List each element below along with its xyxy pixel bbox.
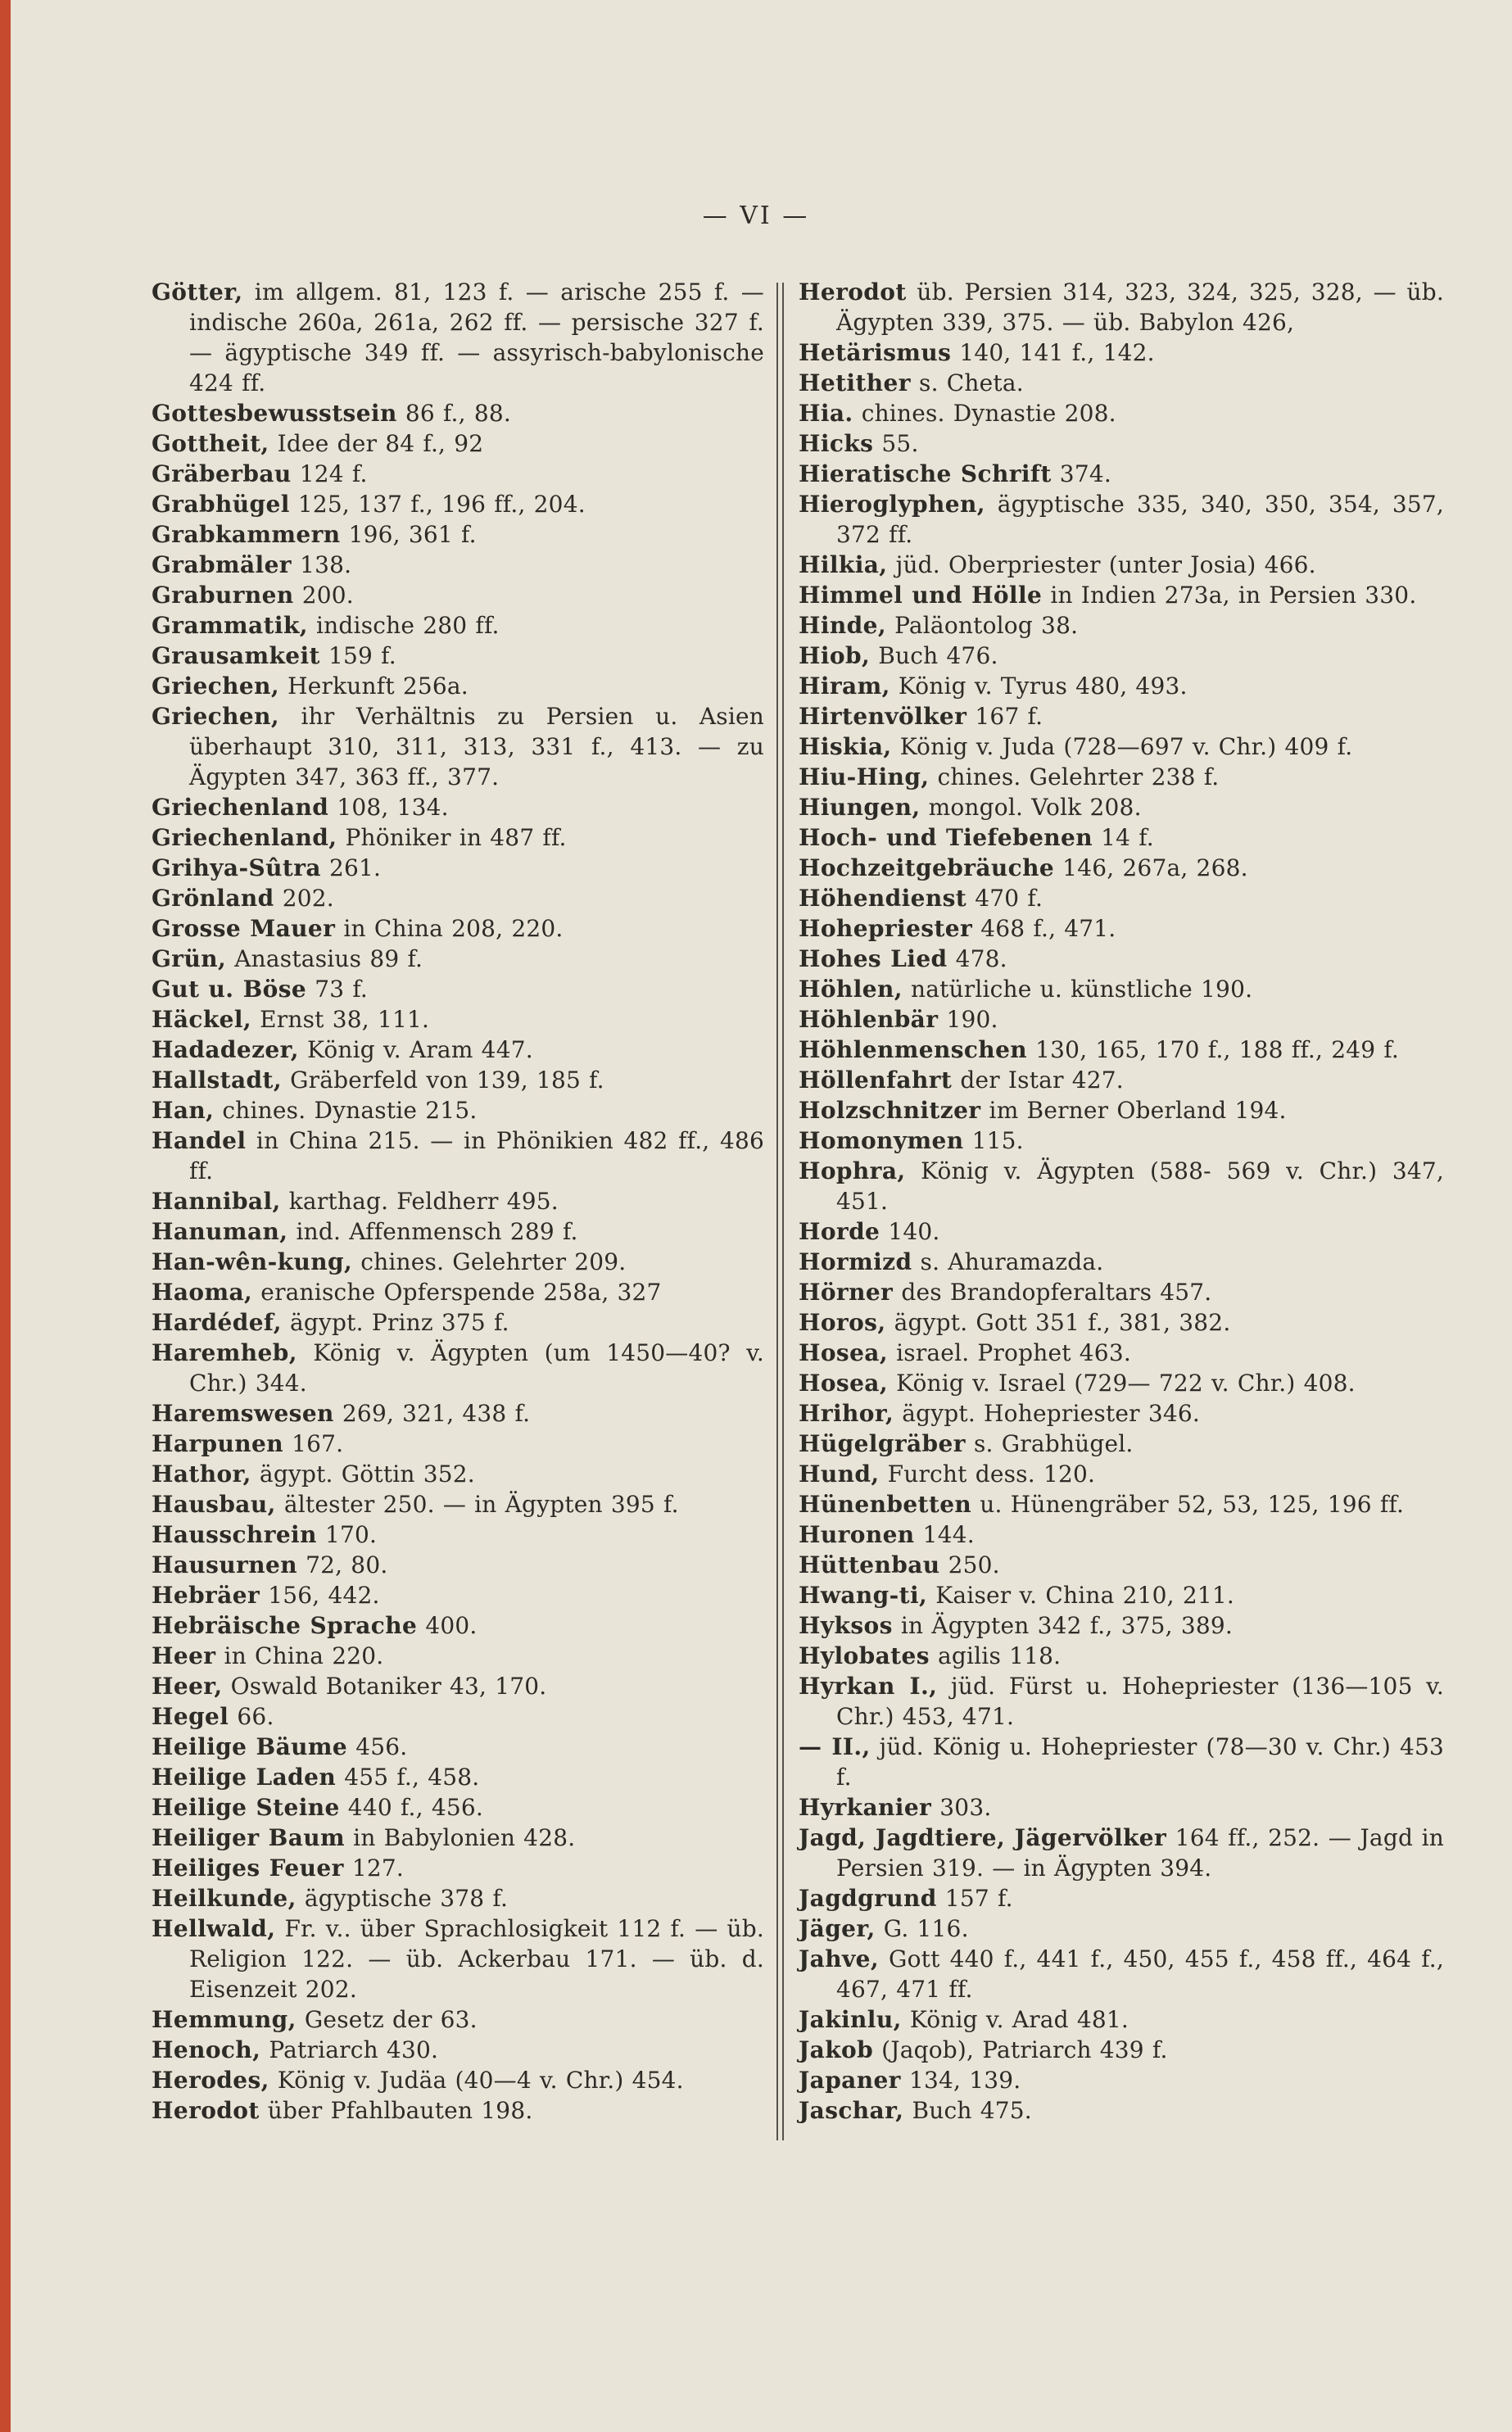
index-headword: Hiram, [799, 673, 890, 700]
index-entry: Häckel, Ernst 38, 111. [152, 1006, 430, 1033]
index-entry: Hebräer 156, 442. [152, 1582, 380, 1609]
index-headword: Huronen [799, 1521, 915, 1548]
index-headword: Hiob, [799, 642, 871, 669]
index-headword: Hemmung, [152, 2006, 297, 2033]
index-entry: Hyrkan I., jüd. Fürst u. Hohepriester (136—105 v. Chr.) 453, 471. [799, 1673, 1445, 1730]
index-entry: Gottesbewusstsein 86 f., 88. [152, 400, 511, 427]
index-headword: Grabhügel [152, 491, 290, 518]
index-headword: Jaschar, [799, 2097, 904, 2124]
index-headword: Jakob [799, 2036, 874, 2063]
index-headword: Henoch, [152, 2036, 261, 2063]
index-headword: Hebräer [152, 1582, 260, 1609]
index-headword: Heer [152, 1642, 216, 1669]
index-headword: Höllenfahrt [799, 1067, 953, 1094]
index-headword: Grausamkeit [152, 642, 320, 669]
index-entry: Hügelgräber s. Grabhügel. [799, 1430, 1134, 1457]
index-entry: Harpunen 167. [152, 1430, 344, 1457]
index-entry: Hosea, König v. Israel (729— 722 v. Chr.) 408. [799, 1370, 1356, 1397]
index-headword: Hüttenbau [799, 1551, 940, 1578]
index-entry: Heiliger Baum in Babylonien 428. [152, 1824, 576, 1851]
index-headword: Japaner [799, 2067, 901, 2094]
index-headword: Hiu-Hing, [799, 763, 930, 790]
index-headword: Holzschnitzer [799, 1097, 981, 1124]
index-headword: Horde [799, 1218, 880, 1245]
index-headword: Grosse Mauer [152, 915, 336, 942]
index-headword: Hosea, [799, 1339, 888, 1366]
index-entry: Hausurnen 72, 80. [152, 1551, 388, 1578]
index-headword: Höhlen, [799, 976, 903, 1003]
index-entry: Haoma, eranische Opferspende 258a, 327 [152, 1279, 662, 1306]
index-headword: Herodot [799, 279, 907, 306]
index-headword: Hannibal, [152, 1188, 281, 1215]
index-entry: Han, chines. Dynastie 215. [152, 1097, 478, 1124]
index-entry: Hwang-ti, Kaiser v. China 210, 211. [799, 1582, 1235, 1609]
index-headword: Jakinlu, [799, 2006, 902, 2033]
index-entry: Herodes, König v. Judäa (40—4 v. Chr.) 454. [152, 2067, 684, 2094]
index-entry: Grönland 202. [152, 885, 334, 912]
index-headword: Hilkia, [799, 551, 888, 578]
index-entry: Jakob (Jaqob), Patriarch 439 f. [799, 2036, 1168, 2063]
index-headword: Hrihor, [799, 1400, 894, 1427]
index-entry: Hetärismus 140, 141 f., 142. [799, 339, 1155, 366]
index-entry: Jagd, Jagdtiere, Jägervölker 164 ff., 252. — Jagd in Persien 319. — in Ägypten 394. [799, 1824, 1444, 1882]
index-entry: Hallstadt, Gräberfeld von 139, 185 f. [152, 1067, 604, 1094]
index-headword: Grün, [152, 945, 227, 972]
index-headword: Heilkunde, [152, 1885, 297, 1912]
index-entry: Hathor, ägypt. Göttin 352. [152, 1461, 475, 1488]
index-headword: Hia. [799, 400, 853, 427]
index-entry: Hoch- und Tiefebenen 14 f. [799, 824, 1154, 851]
index-headword: Hophra, [799, 1157, 906, 1184]
index-entry: Huronen 144. [799, 1521, 975, 1548]
index-column-left [152, 277, 764, 2126]
index-entry: Hanuman, ind. Affenmensch 289 f. [152, 1218, 578, 1245]
index-headword: Jagdgrund [799, 1885, 937, 1912]
index-headword: Heer, [152, 1673, 223, 1700]
index-entry: Hilkia, jüd. Oberpriester (unter Josia) 466. [799, 551, 1316, 578]
index-headword: Hyrkan I., [799, 1673, 938, 1700]
index-headword: Gottheit, [152, 430, 269, 457]
index-headword: Griechenland [152, 794, 329, 821]
index-entry: Grammatik, indische 280 ff. [152, 612, 500, 639]
index-headword: Grihya-Sûtra [152, 854, 321, 881]
index-headword: Hoch- und Tiefebenen [799, 824, 1093, 851]
index-entry: Hirtenvölker 167 f. [799, 703, 1043, 730]
index-entry: Höllenfahrt der Istar 427. [799, 1067, 1124, 1094]
index-headword: Heiliges Feuer [152, 1855, 344, 1882]
index-entry: Jahve, Gott 440 f., 441 f., 450, 455 f., 458 ff., 464 f., 467, 471 ff. [799, 1945, 1444, 2003]
index-entry: Herodot üb. Persien 314, 323, 324, 325, 328, — üb. Ägypten 339, 375. — üb. Babylon 426, [799, 279, 1444, 336]
index-headword: Hochzeitgebräuche [799, 854, 1055, 881]
index-entry: Himmel und Hölle in Indien 273a, in Persien 330. [799, 582, 1417, 609]
index-headword: Himmel und Hölle [799, 582, 1043, 609]
index-headword: Hirtenvölker [799, 703, 967, 730]
index-headword: Hadadezer, [152, 1036, 299, 1063]
index-headword: — II., [799, 1733, 871, 1760]
index-entry: — II., jüd. König u. Hohepriester (78—30 v. Chr.) 453 f. [799, 1733, 1444, 1791]
index-headword: Hallstadt, [152, 1067, 282, 1094]
index-entry: Horde 140. [799, 1218, 940, 1245]
index-headword: Hügelgräber [799, 1430, 966, 1457]
index-headword: Haoma, [152, 1279, 253, 1306]
index-headword: Handel [152, 1127, 247, 1154]
index-headword: Hetither [799, 369, 911, 396]
index-entry: Hausbau, ältester 250. — in Ägypten 395 f. [152, 1491, 679, 1518]
index-entry: Gut u. Böse 73 f. [152, 976, 369, 1003]
index-entry: Haremswesen 269, 321, 438 f. [152, 1400, 531, 1427]
index-entry: Horos, ägypt. Gott 351 f., 381, 382. [799, 1309, 1231, 1336]
index-entry: Grabkammern 196, 361 f. [152, 521, 477, 548]
index-entry: Heilige Steine 440 f., 456. [152, 1794, 483, 1821]
index-headword: Hetärismus [799, 339, 952, 366]
index-headword: Hwang-ti, [799, 1582, 928, 1609]
index-headword: Grabkammern [152, 521, 341, 548]
index-headword: Höhlenbär [799, 1006, 939, 1033]
index-headword: Heilige Bäume [152, 1733, 348, 1760]
index-entry: Griechen, ihr Verhältnis zu Persien u. Asien überhaupt 310, 311, 313, 331 f., 413. — zu Ägypten 347, 363 ff., 377. [152, 703, 764, 790]
index-entry: Grün, Anastasius 89 f. [152, 945, 423, 972]
index-entry: Heer in China 220. [152, 1642, 384, 1669]
index-headword: Hund, [799, 1461, 880, 1488]
index-headword: Grabmäler [152, 551, 292, 578]
index-headword: Hiungen, [799, 794, 921, 821]
index-headword: Griechen, [152, 703, 280, 730]
index-entry: Heilige Bäume 456. [152, 1733, 408, 1760]
index-headword: Hardédef, [152, 1309, 282, 1336]
index-entry: Jäger, G. 116. [799, 1915, 969, 1942]
index-headword: Griechen, [152, 673, 280, 700]
index-entry: Griechen, Herkunft 256a. [152, 673, 469, 700]
index-headword: Höhlenmenschen [799, 1036, 1028, 1063]
index-headword: Gottesbewusstsein [152, 400, 397, 427]
index-entry: Grosse Mauer in China 208, 220. [152, 915, 564, 942]
index-headword: Hieroglyphen, [799, 491, 985, 518]
index-headword: Götter, [152, 279, 243, 306]
index-entry: Grabhügel 125, 137 f., 196 ff., 204. [152, 491, 586, 518]
index-headword: Jagd, Jagdtiere, Jägervölker [799, 1824, 1167, 1851]
index-headword: Hohepriester [799, 915, 973, 942]
index-headword: Hanuman, [152, 1218, 288, 1245]
index-headword: Hylobates [799, 1642, 930, 1669]
index-headword: Griechenland, [152, 824, 337, 851]
index-headword: Homonymen [799, 1127, 964, 1154]
index-entry: Hieratische Schrift 374. [799, 460, 1111, 487]
index-entry: Graburnen 200. [152, 582, 354, 609]
index-entry: Hophra, König v. Ägypten (588- 569 v. Chr.) 347, 451. [799, 1157, 1444, 1215]
index-headword: Hausschrein [152, 1521, 317, 1548]
index-headword: Jahve, [799, 1945, 879, 1972]
index-entry: Hicks 55. [799, 430, 919, 457]
index-headword: Höhendienst [799, 885, 967, 912]
index-entry: Hiram, König v. Tyrus 480, 493. [799, 673, 1188, 700]
index-headword: Hausbau, [152, 1491, 276, 1518]
index-entry: Hemmung, Gesetz der 63. [152, 2006, 478, 2033]
index-headword: Hohes Lied [799, 945, 948, 972]
index-headword: Hormizd [799, 1248, 912, 1275]
index-headword: Han-wên-kung, [152, 1248, 353, 1275]
index-headword: Hiskia, [799, 733, 892, 760]
index-entry: Haremheb, König v. Ägypten (um 1450—40? v. Chr.) 344. [152, 1339, 764, 1397]
index-entry: Griechenland, Phöniker in 487 ff. [152, 824, 567, 851]
index-entry: Höhendienst 470 f. [799, 885, 1043, 912]
index-entry: Griechenland 108, 134. [152, 794, 449, 821]
index-headword: Harpunen [152, 1430, 284, 1457]
index-headword: Hellwald, [152, 1915, 276, 1942]
index-entry: Jagdgrund 157 f. [799, 1885, 1013, 1912]
index-entry: Hünenbetten u. Hünengräber 52, 53, 125, 196 ff. [799, 1491, 1405, 1518]
index-entry: Hannibal, karthag. Feldherr 495. [152, 1188, 559, 1215]
index-entry: Hegel 66. [152, 1703, 274, 1730]
index-entry: Hosea, israel. Prophet 463. [799, 1339, 1131, 1366]
index-headword: Hebräische Sprache [152, 1612, 418, 1639]
index-entry: Hrihor, ägypt. Hohepriester 346. [799, 1400, 1200, 1427]
index-entry: Holzschnitzer im Berner Oberland 194. [799, 1097, 1287, 1124]
index-entry: Henoch, Patriarch 430. [152, 2036, 439, 2063]
index-entry: Höhlen, natürliche u. künstliche 190. [799, 976, 1253, 1003]
index-headword: Hausurnen [152, 1551, 297, 1578]
index-headword: Haremswesen [152, 1400, 334, 1427]
index-entry: Grabmäler 138. [152, 551, 352, 578]
index-entry: Gräberbau 124 f. [152, 460, 368, 487]
index-headword: Graburnen [152, 582, 294, 609]
index-headword: Heiliger Baum [152, 1824, 346, 1851]
index-entry: Götter, im allgem. 81, 123 f. — arische 255 f. — indische 260a, 261a, 262 ff. — persische 327 f. — ägyptische 349 ff. — assyrisch-babylonische 424 ff. [152, 279, 764, 396]
index-entry: Homonymen 115. [799, 1127, 1024, 1154]
index-entry: Hadadezer, König v. Aram 447. [152, 1036, 533, 1063]
index-headword: Herodes, [152, 2067, 269, 2094]
index-entry: Hyrkanier 303. [799, 1794, 992, 1821]
index-headword: Hünenbetten [799, 1491, 972, 1518]
index-entry: Grausamkeit 159 f. [152, 642, 396, 669]
index-entry: Hiungen, mongol. Volk 208. [799, 794, 1142, 821]
index-headword: Häckel, [152, 1006, 252, 1033]
index-entry: Hiu-Hing, chines. Gelehrter 238 f. [799, 763, 1220, 790]
index-entry: Hausschrein 170. [152, 1521, 378, 1548]
index-entry: Hyksos in Ägypten 342 f., 375, 389. [799, 1612, 1233, 1639]
index-headword: Gräberbau [152, 460, 292, 487]
page-number: — VI — [702, 202, 810, 230]
index-headword: Herodot [152, 2097, 260, 2124]
index-headword: Hörner [799, 1279, 894, 1306]
index-headword: Hicks [799, 430, 874, 457]
index-entry: Hund, Furcht dess. 120. [799, 1461, 1096, 1488]
index-headword: Hosea, [799, 1370, 888, 1397]
index-entry: Hebräische Sprache 400. [152, 1612, 478, 1639]
index-entry: Heiliges Feuer 127. [152, 1855, 405, 1882]
index-headword: Grammatik, [152, 612, 308, 639]
index-entry: Höhlenmenschen 130, 165, 170 f., 188 ff., 249 f. [799, 1036, 1400, 1063]
index-entry: Jaschar, Buch 475. [799, 2097, 1032, 2124]
index-entry: Heer, Oswald Botaniker 43, 170. [152, 1673, 547, 1700]
index-entry: Hüttenbau 250. [799, 1551, 1000, 1578]
index-headword: Gut u. Böse [152, 976, 307, 1003]
index-entry: Hiob, Buch 476. [799, 642, 998, 669]
index-headword: Heilige Laden [152, 1764, 337, 1791]
index-headword: Hieratische Schrift [799, 460, 1052, 487]
index-entry: Heilkunde, ägyptische 378 f. [152, 1885, 509, 1912]
index-entry: Hylobates agilis 118. [799, 1642, 1062, 1669]
index-entry: Hetither s. Cheta. [799, 369, 1024, 396]
index-entry: Gottheit, Idee der 84 f., 92 [152, 430, 484, 457]
index-headword: Heilige Steine [152, 1794, 340, 1821]
index-entry: Handel in China 215. — in Phönikien 482 ff., 486 ff. [152, 1127, 764, 1184]
index-entry: Hohepriester 468 f., 471. [799, 915, 1116, 942]
index-headword: Grönland [152, 885, 274, 912]
index-entry: Hörner des Brandopferaltars 457. [799, 1279, 1212, 1306]
index-headword: Han, [152, 1097, 215, 1124]
index-entry: Hellwald, Fr. v.. über Sprachlosigkeit 112 f. — üb. Religion 122. — üb. Ackerbau 171. — üb. d. Eisenzeit 202. [152, 1915, 764, 2003]
index-entry: Hormizd s. Ahuramazda. [799, 1248, 1104, 1275]
index-headword: Hyrkanier [799, 1794, 932, 1821]
index-headword: Jäger, [799, 1915, 876, 1942]
index-entry: Hochzeitgebräuche 146, 267a, 268. [799, 854, 1248, 881]
index-headword: Hegel [152, 1703, 229, 1730]
index-headword: Horos, [799, 1309, 886, 1336]
index-entry: Japaner 134, 139. [799, 2067, 1021, 2094]
left-edge-mark [0, 0, 11, 2432]
index-headword: Haremheb, [152, 1339, 297, 1366]
index-entry: Jakinlu, König v. Arad 481. [799, 2006, 1129, 2033]
index-entry: Heilige Laden 455 f., 458. [152, 1764, 480, 1791]
index-entry: Hiskia, König v. Juda (728—697 v. Chr.) 409 f. [799, 733, 1353, 760]
index-entry: Grihya-Sûtra 261. [152, 854, 382, 881]
index-column-right [799, 277, 1444, 2126]
index-entry: Hia. chines. Dynastie 208. [799, 400, 1116, 427]
index-entry: Hohes Lied 478. [799, 945, 1007, 972]
index-headword: Hathor, [152, 1461, 251, 1488]
index-entry: Hinde, Paläontolog 38. [799, 612, 1079, 639]
index-entry: Hieroglyphen, ägyptische 335, 340, 350, 354, 357, 372 ff. [799, 491, 1444, 548]
column-divider [776, 283, 784, 2140]
index-headword: Hyksos [799, 1612, 893, 1639]
index-entry: Hardédef, ägypt. Prinz 375 f. [152, 1309, 509, 1336]
index-entry: Herodot über Pfahlbauten 198. [152, 2097, 533, 2124]
index-entry: Höhlenbär 190. [799, 1006, 998, 1033]
index-entry: Han-wên-kung, chines. Gelehrter 209. [152, 1248, 627, 1275]
index-headword: Hinde, [799, 612, 886, 639]
